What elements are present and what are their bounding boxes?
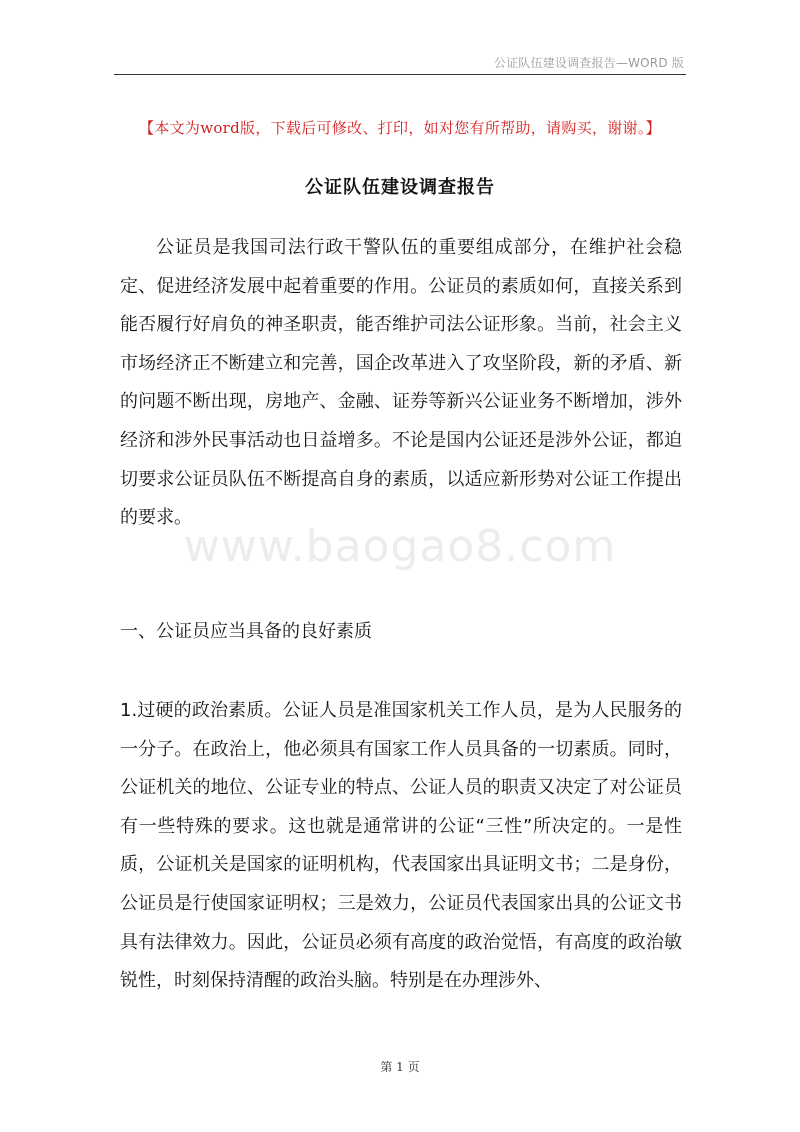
page-number: 第 1 页 xyxy=(380,1060,420,1074)
purchase-notice: 【本文为word版，下载后可修改、打印，如对您有所帮助，请购买，谢谢。】 xyxy=(139,119,661,137)
section-heading: 一、公证员应当具备的良好素质 xyxy=(120,621,372,642)
watermark: www.baogao8.com xyxy=(183,521,617,572)
running-header: 公证队伍建设调查报告—WORD 版 xyxy=(493,56,684,70)
point-paragraph: 1.过硬的政治素质。公证人员是准国家机关工作人员，是为人民服务的一分子。在政治上，他必须具有国家工作人员具备的一切素质。同时，公证机关的地位、公证专业的特点、公证人员的职责又决定了对公证员有一些特殊的要求。这也就是通常讲的公证“三性”所决定的。一是性质，公证机关是国家的证明机构，代表国家出具证明文书；二是身份，公证员是行使国家证明权；三是效力，公证员代表国家出具的公证文书具有法律效力。因此，公证员必须有高度的政治觉悟，有高度的政治敏锐性，时刻保持清醒的政治头脑。特别是在办理涉外、 xyxy=(120,700,682,992)
document-title: 公证队伍建设调查报告 xyxy=(305,177,495,198)
intro-paragraph: 公证员是我国司法行政干警队伍的重要组成部分，在维护社会稳定、促进经济发展中起着重要的作用。公证员的素质如何，直接关系到能否履行好肩负的神圣职责，能否维护司法公证形象。当前，社会主义市场经济正不断建立和完善，国企改革进入了攻坚阶段，新的矛盾、新的问题不断出现，房地产、金融、证券等新兴公证业务不断增加，涉外经济和涉外民事活动也日益增多。不论是国内公证还是涉外公证，都迫切要求公证员队伍不断提高自身的素质，以适应新形势对公证工作提出的要求。 xyxy=(120,237,682,529)
header-divider xyxy=(114,74,686,75)
